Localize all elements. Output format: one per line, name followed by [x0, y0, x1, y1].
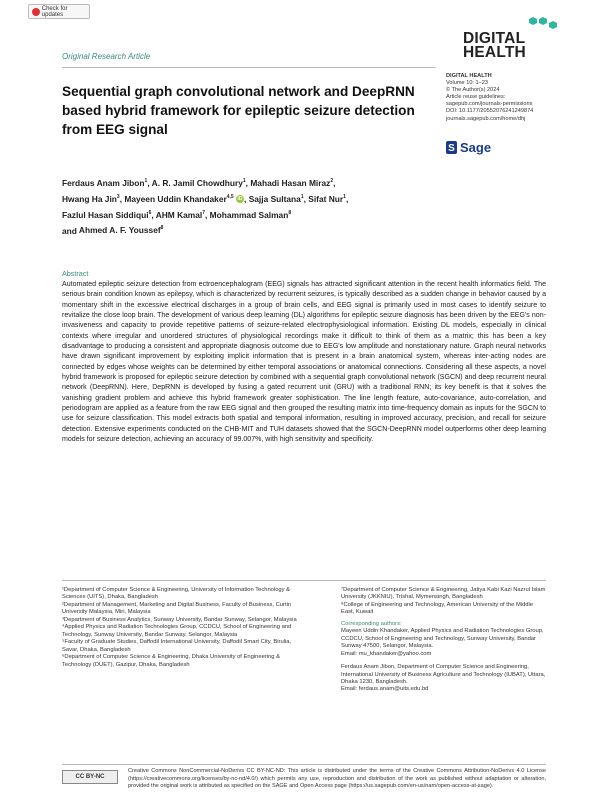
copyright: © The Author(s) 2024 — [446, 87, 500, 94]
author: Ahmed A. F. Youssef$^8$ — [78, 225, 164, 236]
sage-s-icon — [446, 141, 457, 154]
license-divider — [62, 764, 546, 765]
license-text: Creative Commons NonCommercial-NoDerivs CC BY-NC-ND: This article is distributed under the terms of the Creative Commons Attribution-NoDerivs 4.0 License (https://creativecommons.org/licenses/by-nc-nd/4.0/) which permits any use, reproduction and distribution of the work as published without adaptation or alteration, provided the original work is attributed as specified on the SAGE and Open Access page (https://us.sagepub.com/en-us/nam/open-access-at-sage). — [128, 768, 546, 789]
publisher-logo — [446, 140, 491, 155]
affiliation: ²Department of Management, Marketing and Digital Business, Faculty of Business, Curtin University Malaysia, Miri, Malaysia — [62, 601, 292, 616]
reuse-label: Article reuse guidelines: — [446, 94, 506, 101]
svg-text:S: S — [448, 143, 455, 154]
logo-mark-icon — [525, 16, 561, 30]
journal-logo — [463, 16, 563, 60]
affiliation: ⁴Applied Physics and Radiation Technologies Group, CCDCU, School of Engineering and Technology, Sunway University, Bandar Sunway, Selangor, Malaysia — [62, 624, 292, 638]
check-updates-icon — [32, 8, 40, 16]
author: Mahadi Hasan Miraz$^2$ — [250, 177, 334, 188]
author: Mohammad Salman$^8$ — [209, 209, 292, 220]
author: A. R. Jamil Chowdhury$^1$ — [151, 177, 246, 188]
journal-name: DIGITAL HEALTH — [446, 73, 492, 79]
affiliation-divider — [62, 580, 546, 581]
author: AHM Kamal$^7$ — [155, 209, 206, 220]
check-updates-label: Check for updates — [41, 5, 68, 18]
author: Fazlul Hasan Siddiqui$^6$ — [62, 209, 152, 220]
volume: Volume 10: 1–23 — [446, 80, 488, 87]
author: Sifat Nur$^1$ — [308, 193, 346, 204]
affiliation: ⁶Department of Computer Science & Engineering, Dhaka University of Engineering & Technology (DUET), Gazipur, Dhaka, Bangladesh — [62, 654, 280, 668]
corresponding-author: Ferdaus Anam Jibon, Department of Computer Science and Engineering, International University of Business Agriculture and Technology (IUBAT), Uttara, Dhaka 1230, Bangladesh. — [341, 664, 546, 685]
author: Mayeen Uddin Khandaker$^{4,5}$ — [124, 193, 234, 204]
author: Hwang Ha Jin$^3$ — [62, 193, 120, 204]
corresponding-email[interactable]: Email: ferdaus.anam@uits.edu.bd — [341, 686, 429, 693]
corresponding-author: Mayeen Uddin Khandaker, Applied Physics and Radiation Technologies Group, CCDCU, School of Engineering and Technology, Sunway University, Bandar Sunway 47500, Selangor, Malaysia. — [341, 628, 544, 650]
logo-line1: DIGITAL — [463, 30, 526, 47]
author: Sajja Sultana$^1$ — [248, 193, 304, 204]
check-for-updates-badge[interactable] — [28, 4, 90, 19]
affiliation: ⁷Department of Computer Science & Engineering, Jatiya Kabi Kazi Nazrul Islam University (JKKNIU), Trishal, Mymensingh, Bangladesh — [341, 587, 546, 601]
corresponding-heading: Corresponding authors: — [341, 620, 402, 627]
affiliation: ³Department of Business Analytics, Sunway University, Bandar Sunway, Selangor, Malaysia — [62, 616, 297, 623]
author: Ferdaus Anam Jibon$^1$ — [62, 177, 148, 188]
cc-license-badge[interactable]: CC BY-NC — [62, 770, 118, 784]
author-list: Ferdaus Anam Jibon$^1$, A. R. Jamil Chowdhury$^1$, Mahadi Hasan Miraz$^2$, Hwang Ha Jin$^3$, Mayeen Uddin Khandaker$^{4,5}$ iD , Sajja Sultana$^1$, Sifat Nur$^1$, Fazlul Hasan Siddiqui$^6$, AHM Kamal$^7$, Mohammad Salman$^8$ and Ahmed A. F. Youssef$^8$ — [62, 177, 349, 236]
article-type: Original Research Article — [62, 52, 151, 61]
abstract-text: Automated epileptic seizure detection from ectroencephalogram (EEG) signals has attracted significant attention in the recent health informatics field. The serious brain condition known as epilepsy, which is characterized by recurrent seizures, is typically described as a sudden change in behavior caused by a momentary shift in the excessive electrical discharges in a group of brain cells, and EEG signal is primarily used in most cases to identify seizure to revitalize the close loop brain. The development of various deep learning (DL) algorithms for epileptic seizure diagnosis has been driven by the EEG's non-invasiveness and capacity to provide repetitive patterns of seizure-related electrophysiological information. Existing DL models, especially in clinical contexts where irregular and unordered structures of physiological recordings make it difficult to think of them as a matrix; this has been a key disadvantage to producing a consistent and appropriate diagnosis outcome due to EEG's low amplitude and nonstationary nature. Graph neural networks have drawn significant improvement by exploiting implicit information that is present in a brain anatomical system, whereas inter-acting nodes are connected by edges whose weights can be determined by either temporal associations or anatomical connections. Considering all these aspects, a novel hybrid framework is proposed for epileptic seizure detection by combined with a sequential graph convolutional network (SGCN) and deep recurrent neural network (DeepRNN). Here, DepRNN is developed by fusing a gated recurrent unit (GRU) with a traditional RNN; its key benefit is that it solves the vanishing gradient problem and achieve this hybrid framework greater sophistication. The line length feature, auto-covariance, auto-correlation, and periodogram are applied as a feature from the raw EEG signal and then grouped the resulting matrix into time-frequency domain as inputs for the SGCN to use for seizure classification. This model extracts both spatial and temporal information, resulting in improved accuracy, precision, and recall for seizure detection. Extensive experiments conducted on the CHB-MIT and TUH datasets showed that the SGCN-DeepRNN model outperforms other deep learning models for seizure detection, achieving an accuracy of 99.007%, with high sensitivity and specificity. — [62, 281, 546, 444]
abstract-heading: Abstract — [62, 269, 89, 278]
header-divider — [62, 67, 436, 68]
affiliation: ⁵Faculty of Graduate Studies, Daffodil International University, Daffodil Smart City, Birulia, Savar, Dhaka, Bangladesh — [62, 639, 292, 653]
affiliations-left — [62, 587, 300, 669]
affiliations-right — [341, 587, 547, 694]
orcid-icon[interactable]: iD — [237, 196, 243, 203]
logo-line2: HEALTH — [463, 44, 526, 61]
doi[interactable]: DOI: 10.1177/20552076241249874 — [446, 108, 534, 115]
affiliation: ¹Department of Computer Science & Engineering, University of Information Technology & Sciences (UITS), Dhaka, Bangladesh — [62, 587, 291, 601]
publisher-name: Sage — [460, 140, 492, 155]
journal-home-link[interactable]: journals.sagepub.com/home/dhj — [446, 115, 526, 122]
affiliation: ⁸College of Engineering and Technology, American University of the Middle East, Kuwait — [341, 601, 534, 616]
paper-title: Sequential graph convolutional network and DeepRNN based hybrid framework for epileptic seizure detection from EEG signal — [62, 84, 415, 137]
reuse-link[interactable]: sagepub.com/journals-permissions — [446, 101, 533, 108]
journal-info — [446, 73, 571, 123]
corresponding-email[interactable]: Email: mu_khandaker@yahoo.com — [341, 650, 432, 657]
